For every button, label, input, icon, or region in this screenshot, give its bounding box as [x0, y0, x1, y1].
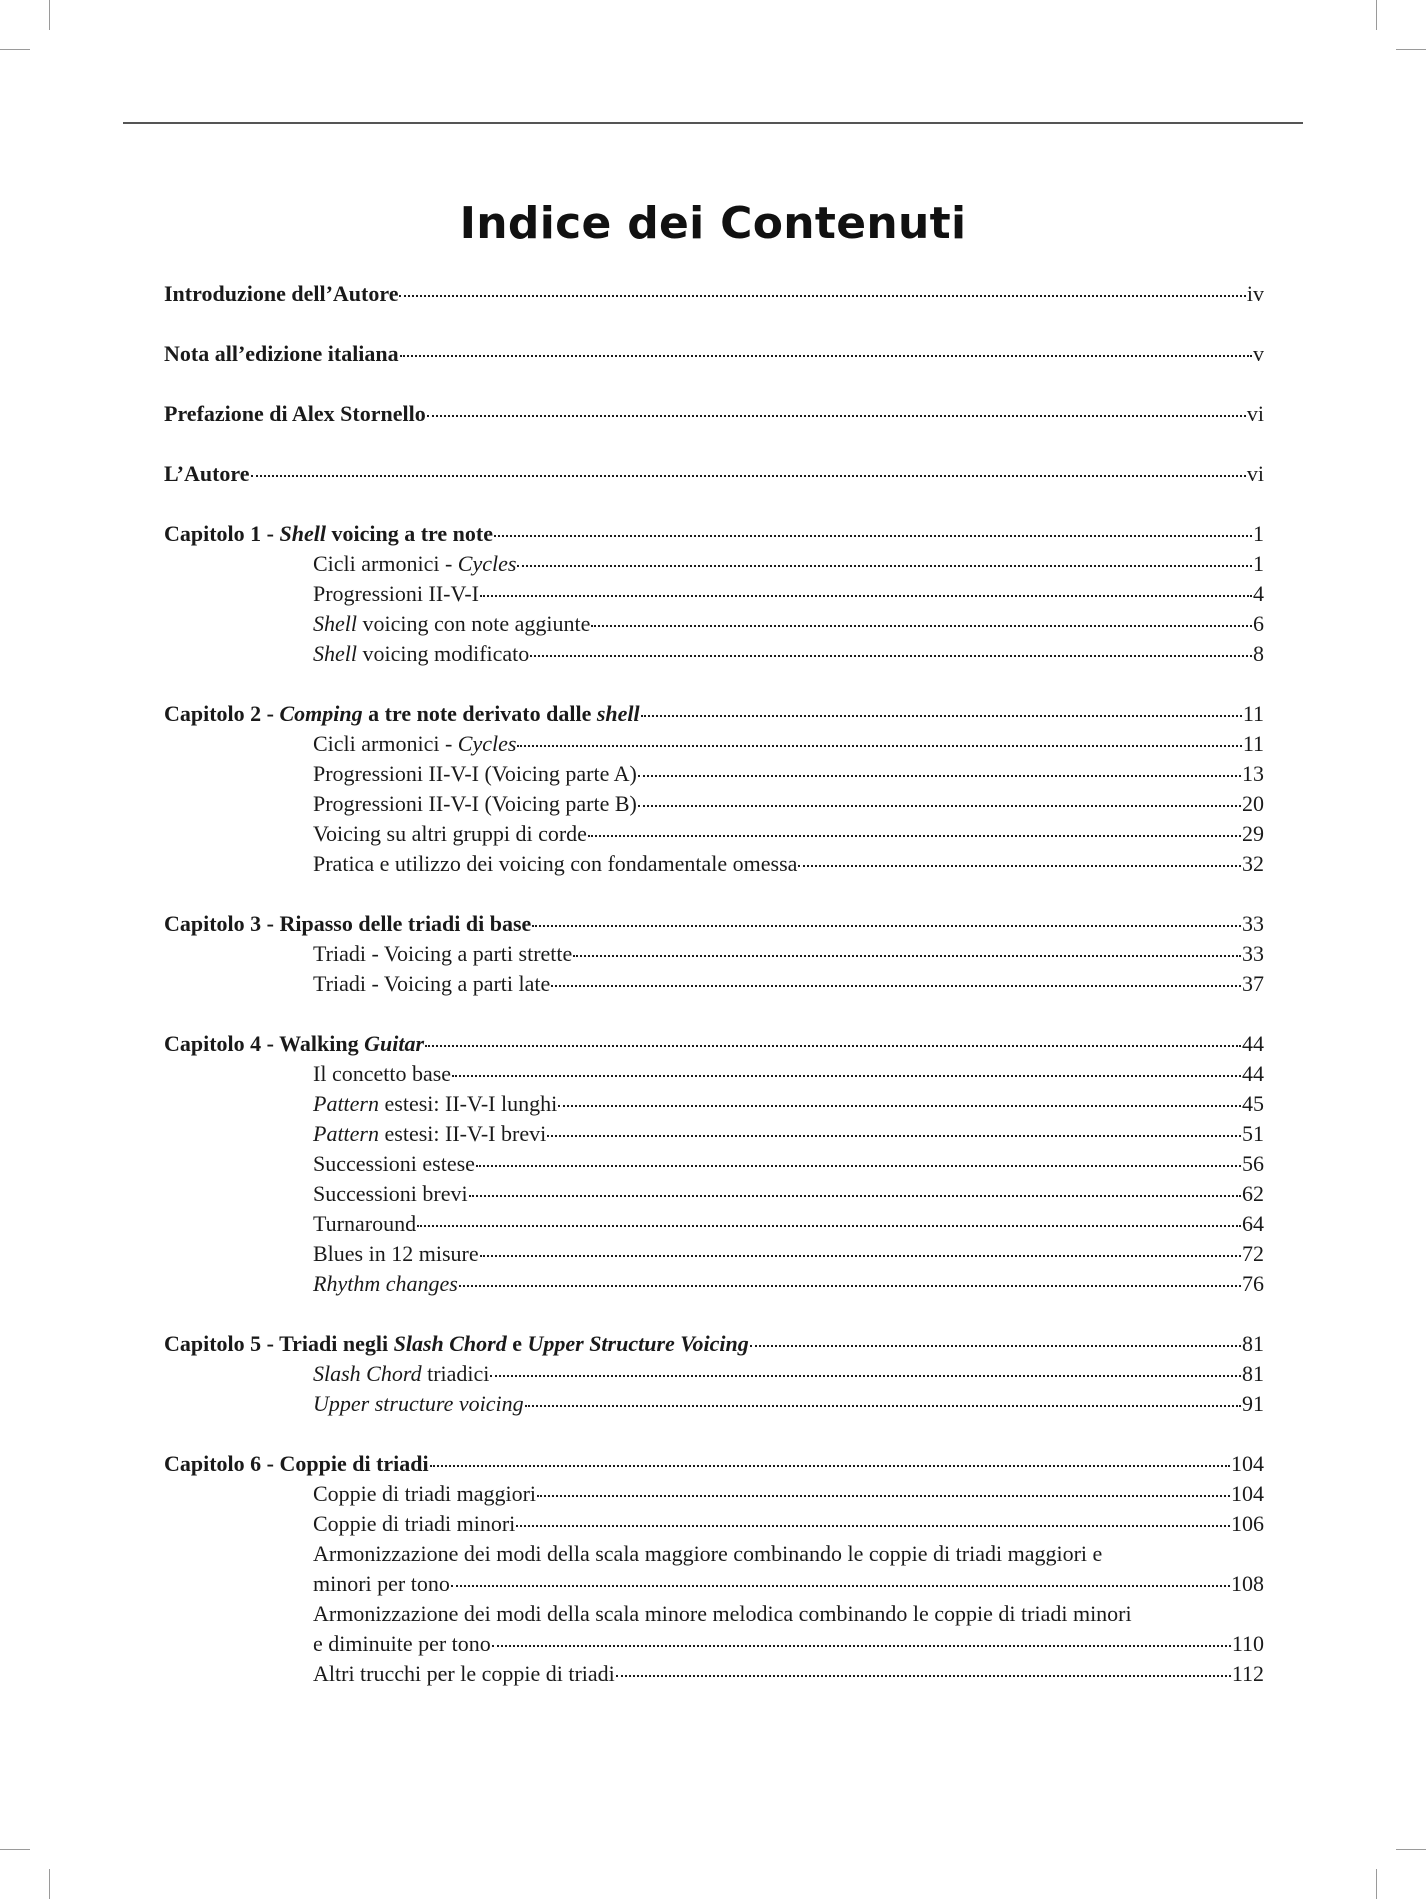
- dot-leader: [547, 1135, 1241, 1137]
- toc-section[interactable]: [164, 1119, 1264, 1149]
- crop-mark: [49, 0, 50, 30]
- dot-leader: [750, 1345, 1241, 1347]
- toc-chapter-5[interactable]: [164, 1329, 1264, 1359]
- page-number: 33: [1242, 911, 1264, 936]
- page-number: 51: [1242, 1121, 1264, 1146]
- toc-entry-label: Armonizzazione dei modi della scala maggiore combinando le coppie di triadi maggiori e: [313, 1541, 1103, 1566]
- toc-entry-label: Pattern estesi: II-V-I lunghi: [313, 1091, 558, 1116]
- page-number: 104: [1231, 1451, 1264, 1476]
- page-number: 108: [1231, 1571, 1264, 1596]
- page-number: 6: [1253, 611, 1264, 636]
- toc-section[interactable]: [164, 1059, 1264, 1089]
- toc-section[interactable]: [164, 579, 1264, 609]
- toc-chapter-1[interactable]: [164, 519, 1264, 549]
- toc-entry-label: Prefazione di Alex Stornello: [164, 401, 426, 426]
- table-of-contents: [164, 279, 1264, 1689]
- toc-entry-label: Rhythm changes: [313, 1271, 458, 1296]
- dot-leader: [451, 1585, 1230, 1587]
- dot-leader: [530, 655, 1252, 657]
- toc-section[interactable]: [164, 1359, 1264, 1389]
- page-number: 44: [1242, 1031, 1264, 1056]
- toc-section[interactable]: [164, 639, 1264, 669]
- dot-leader: [641, 715, 1242, 717]
- toc-entry-label: Turnaround: [313, 1211, 417, 1236]
- toc-entry-label: Cicli armonici - Cycles: [313, 551, 517, 576]
- page-number: 11: [1242, 731, 1264, 756]
- page-number: 106: [1231, 1511, 1264, 1536]
- toc-entry-label: Capitolo 4 - Walking Guitar: [164, 1031, 425, 1056]
- page-number: v: [1253, 341, 1264, 366]
- toc-section[interactable]: [164, 1179, 1264, 1209]
- crop-mark: [1376, 0, 1377, 30]
- dot-leader: [798, 865, 1241, 867]
- toc-section[interactable]: [164, 1479, 1264, 1509]
- page-number: 64: [1242, 1211, 1264, 1236]
- page-number: 91: [1242, 1391, 1264, 1416]
- toc-entry-nota[interactable]: [164, 339, 1264, 369]
- crop-mark: [1396, 49, 1426, 50]
- dot-leader: [492, 1645, 1231, 1647]
- dot-leader: [399, 295, 1245, 297]
- toc-entry-label: Slash Chord triadici: [313, 1361, 490, 1386]
- dot-leader: [480, 1255, 1241, 1257]
- dot-leader: [638, 775, 1241, 777]
- toc-entry-label: Altri trucchi per le coppie di triadi: [313, 1661, 615, 1686]
- dot-leader: [251, 475, 1246, 477]
- page-number: 20: [1242, 791, 1264, 816]
- toc-entry-label: Triadi - Voicing a parti strette: [313, 941, 573, 966]
- dot-leader: [469, 1195, 1241, 1197]
- page-number: 56: [1242, 1151, 1264, 1176]
- page-number: 62: [1242, 1181, 1264, 1206]
- toc-section[interactable]: [164, 789, 1264, 819]
- header-rule: [123, 122, 1303, 124]
- dot-leader: [573, 955, 1241, 957]
- dot-leader: [459, 1285, 1241, 1287]
- toc-entry-autore[interactable]: [164, 459, 1264, 489]
- toc-entry-label: Pratica e utilizzo dei voicing con fondamentale omessa: [313, 851, 798, 876]
- toc-section[interactable]: [164, 549, 1264, 579]
- dot-leader: [616, 1675, 1231, 1677]
- dot-leader: [537, 1495, 1230, 1497]
- page-number: 11: [1242, 701, 1264, 726]
- page-number: 81: [1242, 1361, 1264, 1386]
- dot-leader: [517, 565, 1252, 567]
- toc-entry-label: Progressioni II-V-I (Voicing parte A): [313, 761, 637, 786]
- dot-leader: [588, 835, 1241, 837]
- dot-leader: [430, 1465, 1230, 1467]
- toc-entry-label: Coppie di triadi maggiori: [313, 1481, 537, 1506]
- dot-leader: [558, 1105, 1241, 1107]
- toc-section[interactable]: [164, 1149, 1264, 1179]
- toc-entry-label: Il concetto base: [313, 1061, 452, 1086]
- crop-mark: [0, 1849, 30, 1850]
- page-number: vi: [1246, 461, 1264, 486]
- page-number: 104: [1231, 1481, 1264, 1506]
- page-number: vi: [1246, 401, 1264, 426]
- toc-section[interactable]: [164, 759, 1264, 789]
- page-number: 72: [1242, 1241, 1264, 1266]
- toc-entry-label: Nota all’edizione italiana: [164, 341, 399, 366]
- toc-section[interactable]: [164, 729, 1264, 759]
- page-number: 1: [1253, 551, 1264, 576]
- dot-leader: [525, 1405, 1241, 1407]
- dot-leader: [532, 925, 1241, 927]
- toc-entry-label: minori per tono: [313, 1571, 450, 1596]
- toc-entry-label: Capitolo 5 - Triadi negli Slash Chord e Upper Structure Voicing: [164, 1331, 749, 1356]
- page-number: 29: [1242, 821, 1264, 846]
- toc-entry-label: Upper structure voicing: [313, 1391, 524, 1416]
- page-number: 32: [1242, 851, 1264, 876]
- dot-leader: [425, 1045, 1241, 1047]
- toc-entry-label: L’Autore: [164, 461, 250, 486]
- toc-entry-label: Shell voicing modificato: [313, 641, 530, 666]
- toc-section[interactable]: [164, 939, 1264, 969]
- dot-leader: [516, 1525, 1230, 1527]
- page-number: 8: [1253, 641, 1264, 666]
- toc-entry-label: Pattern estesi: II-V-I brevi: [313, 1121, 547, 1146]
- toc-entry-prefazione[interactable]: [164, 399, 1264, 429]
- crop-mark: [49, 1869, 50, 1899]
- dot-leader: [494, 535, 1252, 537]
- toc-section[interactable]: [164, 1239, 1264, 1269]
- toc-entry-label: Capitolo 3 - Ripasso delle triadi di base: [164, 911, 532, 936]
- dot-leader: [638, 805, 1241, 807]
- dot-leader: [517, 745, 1241, 747]
- toc-section[interactable]: [164, 1509, 1264, 1539]
- toc-chapter-2[interactable]: [164, 699, 1264, 729]
- toc-entry-label: Voicing su altri gruppi di corde: [313, 821, 587, 846]
- toc-section[interactable]: [164, 1659, 1264, 1689]
- toc-entry-label: Cicli armonici - Cycles: [313, 731, 517, 756]
- dot-leader: [417, 1225, 1241, 1227]
- page-number: 76: [1242, 1271, 1264, 1296]
- toc-entry-label: Armonizzazione dei modi della scala minore melodica combinando le coppie di triadi minori: [313, 1601, 1132, 1626]
- dot-leader: [591, 625, 1252, 627]
- toc-section[interactable]: [164, 1389, 1264, 1419]
- toc-entry-label: Blues in 12 misure: [313, 1241, 479, 1266]
- page-number: 37: [1242, 971, 1264, 996]
- toc-section[interactable]: [164, 609, 1264, 639]
- toc-entry-label: Progressioni II-V-I: [313, 581, 479, 606]
- dot-leader: [551, 985, 1241, 987]
- toc-entry-introduzione[interactable]: [164, 279, 1264, 309]
- toc-section[interactable]: [164, 1209, 1264, 1239]
- toc-entry-label: Successioni brevi: [313, 1181, 468, 1206]
- toc-section[interactable]: [164, 1539, 1264, 1599]
- toc-entry-label: Triadi - Voicing a parti late: [313, 971, 551, 996]
- toc-section[interactable]: [164, 1089, 1264, 1119]
- page-number: 112: [1231, 1661, 1264, 1686]
- toc-entry-label: Capitolo 2 - Comping a tre note derivato dalle shell: [164, 701, 640, 726]
- crop-mark: [1396, 1849, 1426, 1850]
- toc-chapter-3[interactable]: [164, 909, 1264, 939]
- toc-entry-label: e diminuite per tono: [313, 1631, 491, 1656]
- page-title: Indice dei Contenuti: [459, 198, 967, 249]
- toc-entry-label: Capitolo 1 - Shell voicing a tre note: [164, 521, 493, 546]
- toc-chapter-6[interactable]: [164, 1449, 1264, 1479]
- page-number: 4: [1253, 581, 1264, 606]
- dot-leader: [480, 595, 1252, 597]
- toc-entry-label: Capitolo 6 - Coppie di triadi: [164, 1451, 429, 1476]
- page-number: 1: [1253, 521, 1264, 546]
- page-number: 110: [1231, 1631, 1264, 1656]
- toc-chapter-4[interactable]: [164, 1029, 1264, 1059]
- toc-section[interactable]: [164, 1599, 1264, 1659]
- page-number: 13: [1242, 761, 1264, 786]
- toc-entry-label: Successioni estese: [313, 1151, 475, 1176]
- page-number: 33: [1242, 941, 1264, 966]
- toc-section[interactable]: [164, 819, 1264, 849]
- dot-leader: [490, 1375, 1241, 1377]
- crop-mark: [1376, 1869, 1377, 1899]
- toc-section[interactable]: [164, 849, 1264, 879]
- page-number: 45: [1242, 1091, 1264, 1116]
- dot-leader: [476, 1165, 1241, 1167]
- toc-entry-label: Coppie di triadi minori: [313, 1511, 516, 1536]
- toc-section[interactable]: [164, 1269, 1264, 1299]
- dot-leader: [452, 1075, 1241, 1077]
- page-number: iv: [1246, 281, 1264, 306]
- toc-section[interactable]: [164, 969, 1264, 999]
- dot-leader: [400, 355, 1252, 357]
- page-number: 81: [1242, 1331, 1264, 1356]
- page-number: 44: [1242, 1061, 1264, 1086]
- crop-mark: [0, 49, 30, 50]
- dot-leader: [427, 415, 1246, 417]
- toc-entry-label: Progressioni II-V-I (Voicing parte B): [313, 791, 637, 816]
- toc-entry-label: Introduzione dell’Autore: [164, 281, 399, 306]
- toc-entry-label: Shell voicing con note aggiunte: [313, 611, 591, 636]
